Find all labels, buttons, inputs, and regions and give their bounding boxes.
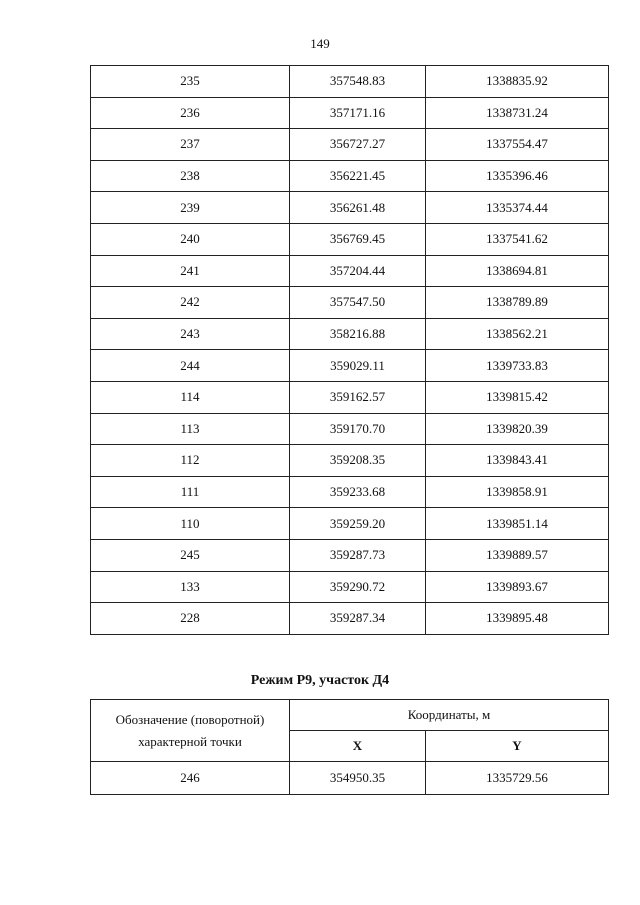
point-number-cell: 241 (91, 255, 290, 287)
y-coordinate-cell: 1339843.41 (426, 445, 609, 477)
y-coordinate-cell: 1339815.42 (426, 381, 609, 413)
y-coordinate-cell: 1339858.91 (426, 476, 609, 508)
point-number-cell: 244 (91, 350, 290, 382)
y-coordinate-cell: 1339889.57 (426, 539, 609, 571)
table-row (91, 762, 609, 795)
x-coordinate-cell: 356261.48 (290, 192, 426, 224)
point-number-cell: 110 (91, 508, 290, 540)
x-coordinate-cell: 358216.88 (290, 318, 426, 350)
y-coordinate-cell: 1338562.21 (426, 318, 609, 350)
x-coordinate-cell: 357171.16 (290, 97, 426, 129)
table-row (91, 129, 609, 161)
table-row (91, 192, 609, 224)
coordinates-table (90, 65, 609, 635)
table-row (91, 571, 609, 603)
table-row (91, 413, 609, 445)
point-number-cell: 238 (91, 160, 290, 192)
y-coordinate-cell: 1339893.67 (426, 571, 609, 603)
y-coordinate-cell: 1338835.92 (426, 66, 609, 98)
y-coordinate-cell: 1339733.83 (426, 350, 609, 382)
x-coordinate-cell: 359162.57 (290, 381, 426, 413)
x-coordinate-cell: 354950.35 (290, 762, 426, 795)
y-coordinate-cell: 1337541.62 (426, 223, 609, 255)
x-coordinate-cell: 359287.73 (290, 539, 426, 571)
y-coordinate-cell: 1335374.44 (426, 192, 609, 224)
point-number-cell: 243 (91, 318, 290, 350)
x-coordinate-cell: 359029.11 (290, 350, 426, 382)
y-coordinate-cell: 1337554.47 (426, 129, 609, 161)
x-coordinate-cell: 359208.35 (290, 445, 426, 477)
section-title: Режим Р9, участок Д4 (250, 673, 390, 688)
y-coordinate-cell: 1335729.56 (426, 762, 609, 795)
x-coordinate-cell: 357548.83 (290, 66, 426, 98)
point-number-cell: 113 (91, 413, 290, 445)
page-number: 149 (310, 36, 330, 51)
point-number-cell: 237 (91, 129, 290, 161)
point-number-cell: 242 (91, 287, 290, 319)
x-coordinate-cell: 356769.45 (290, 223, 426, 255)
table-row (91, 255, 609, 287)
table-row (91, 223, 609, 255)
table-row (91, 318, 609, 350)
point-number-cell: 246 (91, 762, 290, 795)
point-number-cell: 133 (91, 571, 290, 603)
table-row (91, 539, 609, 571)
x-coordinate-cell: 359287.34 (290, 603, 426, 635)
table-row (91, 66, 609, 98)
x-coordinate-cell: 359290.72 (290, 571, 426, 603)
y-coordinate-cell: 1335396.46 (426, 160, 609, 192)
table-row (91, 97, 609, 129)
y-header: Y (426, 731, 609, 762)
point-number-cell: 114 (91, 381, 290, 413)
coordinates-table-body (91, 66, 609, 635)
table-row (91, 445, 609, 477)
x-coordinate-cell: 359233.68 (290, 476, 426, 508)
x-coordinate-cell: 357204.44 (290, 255, 426, 287)
point-number-cell: 111 (91, 476, 290, 508)
table-row (91, 603, 609, 635)
y-coordinate-cell: 1339851.14 (426, 508, 609, 540)
y-coordinate-cell: 1338731.24 (426, 97, 609, 129)
point-number-cell: 236 (91, 97, 290, 129)
section-table (90, 699, 609, 795)
table-row (91, 476, 609, 508)
section-table-body (91, 762, 609, 795)
y-coordinate-cell: 1338694.81 (426, 255, 609, 287)
coordinates-header: Координаты, м (290, 700, 609, 731)
point-number-cell: 245 (91, 539, 290, 571)
x-coordinate-cell: 359170.70 (290, 413, 426, 445)
table-row (91, 381, 609, 413)
x-coordinate-cell: 356727.27 (290, 129, 426, 161)
point-number-cell: 112 (91, 445, 290, 477)
point-number-cell: 235 (91, 66, 290, 98)
x-coordinate-cell: 359259.20 (290, 508, 426, 540)
point-number-cell: 228 (91, 603, 290, 635)
x-coordinate-cell: 357547.50 (290, 287, 426, 319)
x-header: X (290, 731, 426, 762)
x-coordinate-cell: 356221.45 (290, 160, 426, 192)
y-coordinate-cell: 1339820.39 (426, 413, 609, 445)
y-coordinate-cell: 1338789.89 (426, 287, 609, 319)
point-designation-header: Обозначение (поворотной) характерной точки (91, 700, 290, 762)
table-row (91, 508, 609, 540)
table-row (91, 160, 609, 192)
point-number-cell: 239 (91, 192, 290, 224)
table-row (91, 350, 609, 382)
section-table-header-row (91, 700, 609, 731)
table-row (91, 287, 609, 319)
y-coordinate-cell: 1339895.48 (426, 603, 609, 635)
point-number-cell: 240 (91, 223, 290, 255)
